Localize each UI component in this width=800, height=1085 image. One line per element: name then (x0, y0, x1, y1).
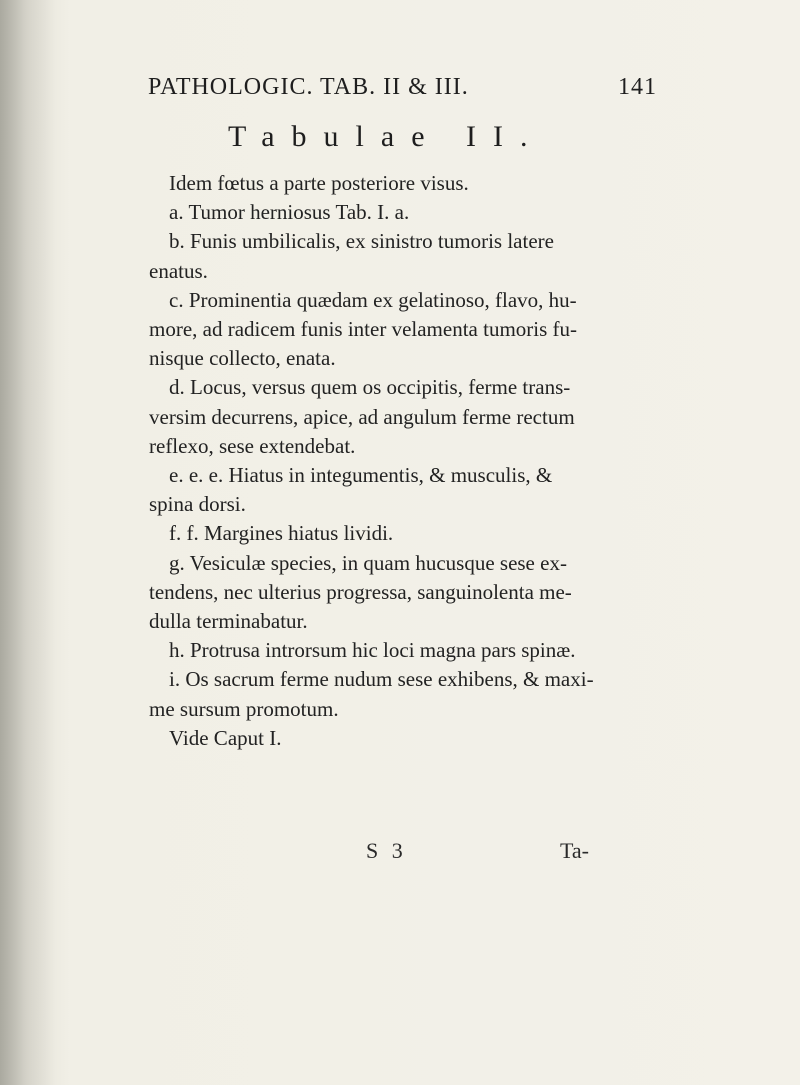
text-line: spina dorsi. (149, 492, 246, 517)
text-line: i. Os sacrum ferme nudum sese exhibens, & maxi- (169, 667, 594, 692)
text-line: reflexo, sese extendebat. (149, 433, 356, 458)
text-line: h. Protrusa introrsum hic loci magna pars spinæ. (169, 638, 576, 663)
text-line: g. Vesiculæ species, in quam hucusque sese ex- (169, 550, 567, 575)
text-line: dulla terminabatur. (149, 609, 308, 634)
signature-mark: S 3 (366, 838, 407, 863)
text-line: nisque collecto, enata. (149, 346, 336, 371)
page-gutter-shadow (0, 0, 55, 1085)
text-line: f. f. Margines hiatus lividi. (169, 521, 394, 546)
text-line: versim decurrens, apice, ad angulum ferme rectum (149, 404, 575, 429)
page-number: 141 (618, 74, 657, 100)
text-line: tendens, nec ulterius progressa, sanguinolenta me- (149, 579, 572, 604)
text-line: me sursum promotum. (149, 696, 339, 721)
text-line: c. Prominentia quædam ex gelatinoso, flavo, hu- (169, 287, 577, 312)
text-line: a. Tumor herniosus Tab. I. a. (169, 200, 410, 225)
text-line: b. Funis umbilicalis, ex sinistro tumoris latere (169, 229, 554, 254)
text-line: more, ad radicem funis inter velamenta tumoris fu- (149, 317, 578, 342)
text-line: Idem fœtus a parte posteriore visus. (169, 171, 469, 195)
text-line: d. Locus, versus quem os occipitis, ferme trans- (169, 375, 571, 400)
catchword: Ta- (560, 838, 589, 863)
text-line: Vide Caput I. (169, 725, 282, 750)
text-line: e. e. e. Hiatus in integumentis, & musculis, & (169, 463, 553, 488)
running-title: PATHOLOGIC. TAB. II & III. (148, 74, 469, 100)
text-line: enatus. (149, 258, 208, 283)
plate-description (149, 169, 654, 753)
section-title: Tabulae II. (228, 120, 545, 153)
